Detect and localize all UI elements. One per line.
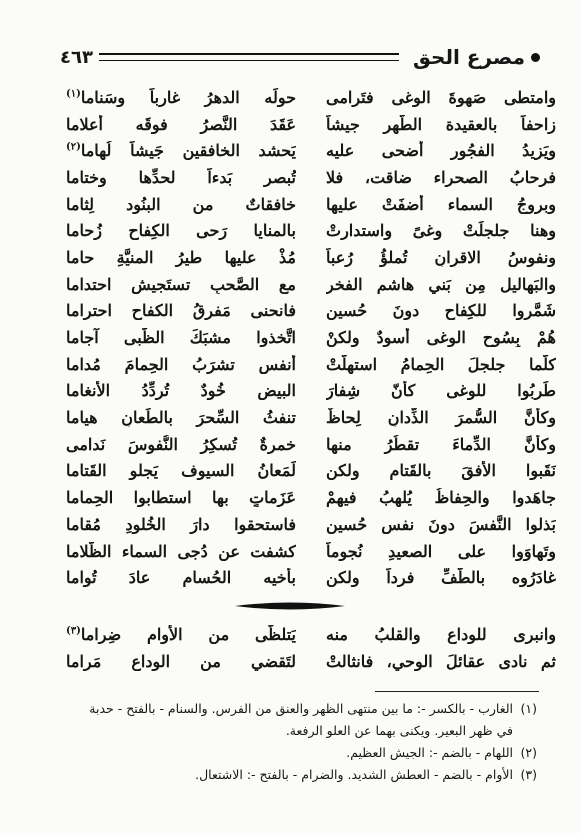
verse-second-hemistich (66, 115, 296, 134)
footnote-marker: (٣) (66, 625, 81, 637)
footnote-marker: (٢) (66, 141, 81, 153)
verse-second-hemistich (66, 652, 296, 671)
footnote-number: (٢) (520, 745, 537, 760)
footnotes (43, 698, 537, 786)
footnote (43, 698, 537, 720)
verse-line (66, 84, 556, 111)
footnote-number: (٣) (520, 767, 537, 782)
verse-first-hemistich: ويَزيدُ الفجُورِ أضحى عليه (326, 141, 556, 161)
hemistich-text: لتَقضي من الوداعِ مَراما (66, 651, 296, 671)
hemistich-text: البيض خُودٌ تُردِّدُ الأنغاما (66, 381, 296, 401)
verse-second-hemistich (66, 568, 296, 587)
poem-main (66, 84, 556, 591)
hemistich-text: يَحشد الخافقين جَيشاً لُهاما (80, 141, 296, 161)
section-divider-ornament (233, 600, 347, 612)
verse-first-hemistich: وتَهاوَوا على الصعيدِ نُجوماً (326, 541, 556, 561)
verse-second-hemistich (66, 195, 296, 214)
footnote-rule (375, 691, 539, 692)
hemistich-text: عَزَماتٍ بها استطابوا الحِماما (66, 488, 296, 508)
hemistich-text: تنفثُ السِّحرَ بالطِّعانِ هياما (66, 408, 296, 428)
verse-second-hemistich (66, 408, 296, 427)
verse-line (66, 351, 556, 378)
footnote-number: (١) (520, 701, 537, 716)
hemistich-text: لَمَعانُ السيوف يَجلو القَتاما (66, 461, 296, 481)
page-header (60, 40, 540, 74)
verse-line (66, 137, 556, 164)
page-number: ٤٦٣ (60, 46, 93, 68)
footnote-text: الغارب - بالكسر -: ما بين منتهى الظهر والعنق من الفرس. والسنام - بالفتح - حدبة (89, 701, 513, 716)
verse-first-hemistich: زاحفاً بالعقيدة الطُّهرِ جيشاً (326, 114, 556, 134)
verse-second-hemistich (66, 625, 296, 644)
verse-second-hemistich (66, 275, 296, 294)
footnote (43, 742, 537, 764)
verse-first-hemistich: شَمَّروا للكِفاح دونَ حُسينٍ (326, 301, 556, 321)
verse-second-hemistich (66, 301, 296, 320)
verse-first-hemistich: وانبرى للوداعِ والقلبُ منه (326, 624, 556, 644)
verse-first-hemistich: نَقَبوا الأفقَ بالقَتامِ ولكن (326, 461, 556, 481)
verse-second-hemistich (66, 88, 296, 107)
chapter-title: مصرع الحق (413, 45, 525, 69)
verse-first-hemistich: وهنا جلجلَتْ وغىً واستدارتْ (326, 221, 556, 241)
hemistich-text: خافقاتٌ من البنُود لِثاما (66, 194, 296, 214)
verse-first-hemistich: وبروجُ السماء أضفَتْ عليها (326, 194, 556, 214)
verse-second-hemistich (66, 542, 296, 561)
hemistich-text: فانحنى مَفرقُ الكفاحِ احتراما (66, 301, 296, 321)
verse-second-hemistich (66, 488, 296, 507)
verse-line (66, 431, 556, 458)
verse-second-hemistich (66, 381, 296, 400)
verse-second-hemistich (66, 141, 296, 160)
verse-line (66, 271, 556, 298)
verse-line (66, 298, 556, 325)
verse-line (66, 111, 556, 138)
verse-line (66, 164, 556, 191)
header-bullet-icon (531, 53, 540, 62)
hemistich-text: بأخيه الحُسامِ عادَ تُواما (66, 568, 296, 588)
verse-line (66, 564, 556, 591)
verse-line (66, 191, 556, 218)
hemistich-text: بالمنايا رَحى الكِفاحِ زُحاما (66, 221, 296, 241)
hemistich-text: أنفس تشرَبُ الحِمامَ مُداما (66, 354, 296, 374)
hemistich-text: مع الصَّحبِ تستَجيش احتداما (66, 274, 296, 294)
hemistich-text: اتَّخذوا مشبَكَ الظُّبى آجاما (66, 328, 296, 348)
verse-first-hemistich: طَرِبُوا للوغى كأنّ شِفارَ (326, 381, 556, 401)
hemistich-text: فاستحقوا دارَ الخُلودِ مُقاما (66, 514, 296, 534)
verse-second-hemistich (66, 248, 296, 267)
verse-first-hemistich: وكأنَّ السُّمرَ الذِّدانِ لِحاظٌ (326, 408, 556, 428)
verse-first-hemistich: فرحابُ الصحراء ضاقت، فلا (326, 167, 556, 187)
hemistich-text: تُبصر بَدءاً لحدِّها وختاما (66, 167, 296, 187)
header-rule (99, 53, 399, 61)
verse-first-hemistich: وكأنَّ الدِّماءَ تقطُرُ منها (326, 434, 556, 454)
verse-first-hemistich: وامتطى صَهوةَ الوغى فتَرامى (326, 87, 556, 107)
verse-second-hemistich (66, 328, 296, 347)
hemistich-text: حولَه الدهرُ غارِباً وسَناما (80, 87, 296, 107)
footnote-text: اللهام - بالضم -: الجيش العظيم. (346, 745, 513, 760)
verse-line (66, 378, 556, 405)
verse-first-hemistich: جاهَدوا والحِفاظُ يُلهِبُ فيهمْ (326, 488, 556, 508)
verse-second-hemistich (66, 461, 296, 480)
verse-second-hemistich (66, 435, 296, 454)
verse-first-hemistich: غادَرُوه بالطَّفِّ فرداً ولكن (326, 568, 556, 588)
verse-line (66, 458, 556, 485)
verse-line (66, 538, 556, 565)
verse-second-hemistich (66, 221, 296, 240)
verse-first-hemistich: هُمْ بِسُوحِ الوغى أسودٌ ولكنْ (326, 328, 556, 348)
verse-first-hemistich: والبَهاليل مِن بَني هاشمِ الفخر (326, 274, 556, 294)
verse-line (66, 244, 556, 271)
verse-line (66, 324, 556, 351)
hemistich-text: يَتلظّى من الأوام ضِراما (80, 624, 296, 644)
verse-first-hemistich: بَذلوا النَّفسَ دونَ نفسِ حُسينٍ (326, 514, 556, 534)
verse-line (66, 217, 556, 244)
verse-line (66, 648, 556, 675)
verse-line (66, 484, 556, 511)
verse-second-hemistich (66, 355, 296, 374)
verse-first-hemistich: ونفوسُ الاقرانِ تُملؤُ رُعباً (326, 247, 556, 267)
hemistich-text: خمرةٌ تُسكِرُ النُّفوسَ نَدامى (66, 434, 296, 454)
verse-line (66, 404, 556, 431)
hemistich-text: كشفت عن دُجى السماء الظَّلاما (66, 541, 296, 561)
verse-line (66, 621, 556, 648)
verse-first-hemistich: كلّما جلجلَ الحِمامُ استهلَّتْ (326, 354, 556, 374)
hemistich-text: مُذْ عليها طيرُ المنيَّةِ حاما (66, 247, 296, 267)
footnote-marker: (١) (66, 88, 81, 100)
verse-second-hemistich (66, 168, 296, 187)
poem-second (66, 621, 556, 674)
footnote-text: الأوام - بالضم - العطش الشديد. والضرام - بالفتح -: الاشتعال. (195, 767, 513, 782)
verse-line (66, 511, 556, 538)
footnote (43, 764, 537, 786)
footnote-continuation: في ظهر البعير. ويكنى بهما عن العلو الرفعة. (285, 723, 513, 738)
hemistich-text: عَقَدَ النَّصرُ فوقَه أعلاما (66, 114, 296, 134)
verse-second-hemistich (66, 515, 296, 534)
verse-first-hemistich: ثم نادى عقائلَ الوحي، فانثالتْ (326, 651, 556, 671)
